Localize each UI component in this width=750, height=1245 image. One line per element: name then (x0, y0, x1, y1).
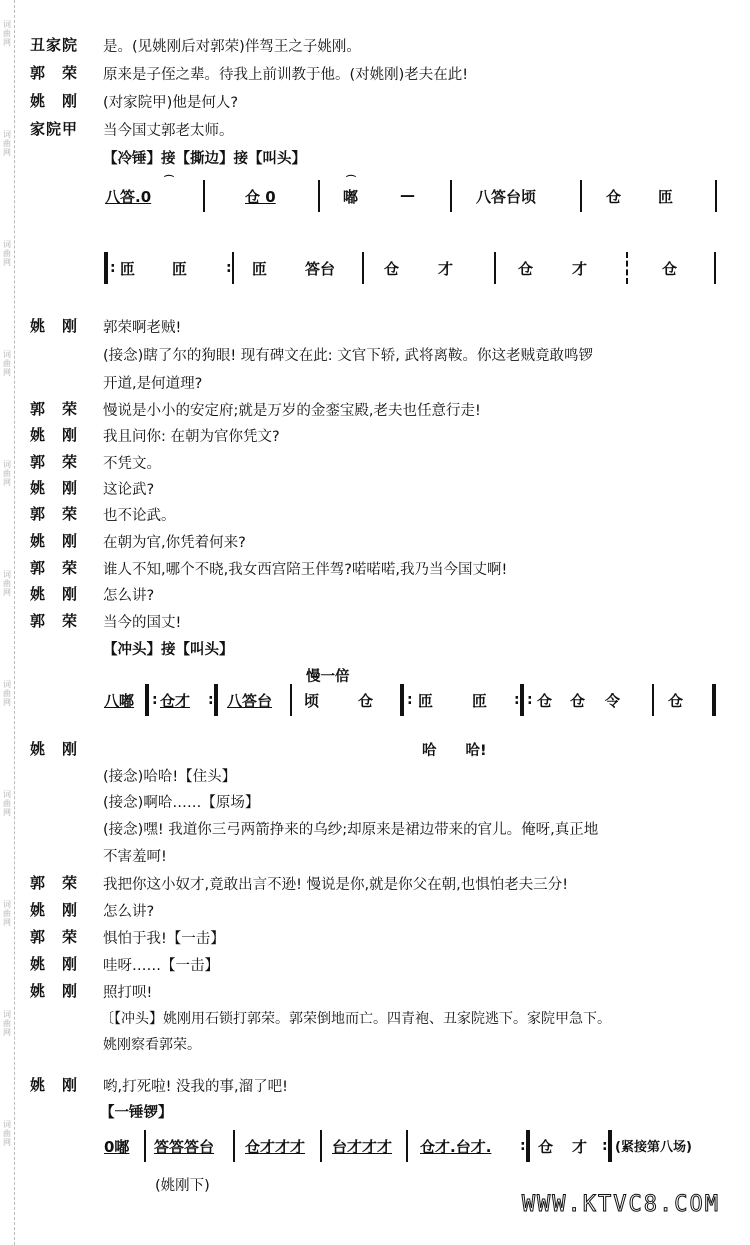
margin-watermark: 词曲网 (3, 240, 11, 267)
margin-watermark: 词曲网 (3, 460, 11, 487)
speech-text: 不凭文。 (103, 456, 161, 472)
repeat-bar (214, 684, 218, 716)
speaker-name: 郭 荣 (30, 874, 79, 892)
bar-line (580, 180, 582, 212)
speech-text: 惧怕于我!【一击】 (103, 931, 225, 947)
bar-line-dashed (626, 252, 628, 284)
repeat-dots: : (527, 692, 533, 708)
notation-syllable: 匝 (252, 260, 268, 278)
notation-syllable: 八嘟 (104, 692, 135, 710)
repeat-bar (712, 684, 716, 716)
margin-watermark: 词曲网 (3, 20, 11, 47)
speech-text: 我且问你: 在朝为官你凭文? (103, 429, 280, 445)
bar-line (362, 252, 364, 284)
speaker-name: 郭 荣 (30, 928, 79, 946)
notation-syllable: 匝 (418, 692, 434, 710)
notation-syllable: 才 (572, 1138, 588, 1156)
speaker-name: 姚 刚 (30, 426, 79, 444)
notation-syllable: 顷 (304, 692, 320, 710)
repeat-dots: : (602, 1138, 608, 1154)
margin-watermark: 词曲网 (3, 130, 11, 157)
repeat-bar (526, 1130, 530, 1162)
section-continuation-note: (紧接第八场) (615, 1140, 692, 1155)
speech-text: (接念)嘿! 我道你三弓两箭挣来的乌纱;却原来是裙边带来的官儿。俺呀,真正地 (103, 822, 599, 838)
bar-line (290, 684, 292, 716)
music-cue: 【一锤锣】 (100, 1105, 173, 1121)
speaker-name: 郭 荣 (30, 400, 79, 418)
notation-syllable: 答台 (305, 260, 336, 278)
speaker-name: 姚 刚 (30, 532, 79, 550)
speaker-name: 姚 刚 (30, 92, 79, 110)
notation-syllable: 台才才才 (332, 1138, 393, 1156)
fermata-mark: ⌒ (164, 176, 174, 187)
bar-line (714, 252, 716, 284)
repeat-dots: : (226, 260, 232, 276)
music-cue: 【冲头】接【叫头】 (103, 642, 234, 658)
notation-syllable: 八答台顷 (476, 188, 537, 206)
speech-text: (接念)哈哈!【住头】 (103, 769, 237, 785)
margin-watermark: 词曲网 (3, 680, 11, 707)
speaker-name: 姚 刚 (30, 1076, 79, 1094)
notation-syllable: 匝 (120, 260, 136, 278)
notation-syllable: 仓 (662, 260, 678, 278)
repeat-dots: : (520, 1138, 526, 1154)
bar-line (144, 1130, 146, 1162)
speech-text: 原来是子侄之辈。待我上前训教于他。(对姚刚)老夫在此! (103, 67, 469, 83)
speaker-name: 姚 刚 (30, 479, 79, 497)
speech-text: 怎么讲? (103, 904, 155, 920)
tempo-mark: 慢一倍 (306, 669, 350, 685)
notation-syllable: 八答.0 (105, 188, 152, 206)
bar-line (203, 180, 205, 212)
speaker-name: 姚 刚 (30, 955, 79, 973)
notation-syllable: 嘟 (343, 188, 359, 206)
speech-text: 谁人不知,哪个不晓,我女西宫陪王伴驾?喏喏喏,我乃当今国丈啊! (103, 562, 508, 578)
speech-text: 这论武? (103, 482, 155, 498)
bar-line (232, 252, 234, 284)
speech-text: (接念)啊哈……【原场】 (103, 795, 260, 811)
speech-text: (对家院甲)他是何人? (103, 95, 239, 111)
speech-text: 郭荣啊老贼! (103, 320, 182, 336)
repeat-dots: : (407, 692, 413, 708)
speech-text: (接念)瞎了尔的狗眼! 现有碑文在此: 文官下轿, 武将离鞍。你这老贼竟敢鸣锣 (103, 348, 593, 364)
notation-syllable: 仓 0 (245, 188, 276, 206)
notation-syllable: 匝 (172, 260, 188, 278)
notation-syllable: 仓 (570, 692, 586, 710)
margin-watermark: 词曲网 (3, 1010, 11, 1037)
speech-text: 哟,打死啦! 没我的事,溜了吧! (103, 1079, 288, 1095)
notation-syllable: 仓 (384, 260, 400, 278)
site-watermark: WWW.KTVC8.COM (521, 1192, 720, 1217)
fermata-mark: ⌒ (346, 176, 356, 187)
speech-text: 不害羞呵! (103, 849, 167, 865)
repeat-dots: : (110, 260, 116, 276)
percussion-notation-row (100, 684, 720, 718)
speech-text: 照打呗! (103, 985, 153, 1001)
speaker-name: 姚 刚 (30, 317, 79, 335)
bar-line (320, 1130, 322, 1162)
notation-syllable: — (400, 186, 415, 204)
bar-line (233, 1130, 235, 1162)
speech-text: 哈 哈! (422, 743, 487, 759)
speaker-name: 郭 荣 (30, 505, 79, 523)
notation-syllable: 仓 (668, 692, 684, 710)
speech-text: 开道,是何道理? (103, 376, 203, 392)
bar-line (652, 684, 654, 716)
notation-syllable: 仓 (518, 260, 534, 278)
bar-line (450, 180, 452, 212)
notation-syllable: 匝 (472, 692, 488, 710)
repeat-dots: : (152, 692, 158, 708)
stage-direction: 姚刚察看郭荣。 (103, 1037, 201, 1053)
notation-syllable: 0嘟 (104, 1138, 130, 1156)
margin-watermark: 词曲网 (3, 900, 11, 927)
speech-text: 慢说是小小的安定府;就是万岁的金銮宝殿,老夫也任意行走! (103, 403, 481, 419)
bar-line (318, 180, 320, 212)
speaker-name: 姚 刚 (30, 982, 79, 1000)
speech-text: 我把你这小奴才,竟敢出言不逊! 慢说是你,就是你父在朝,也惧怕老夫三分! (103, 877, 569, 893)
margin-strip (0, 0, 15, 1245)
notation-syllable: 令 (605, 692, 621, 710)
notation-syllable: 才 (438, 260, 454, 278)
notation-syllable: 匝 (658, 188, 674, 206)
percussion-notation-row (100, 1130, 720, 1164)
speech-text: 也不论武。 (103, 508, 176, 524)
notation-syllable: 仓才.台才. (420, 1138, 492, 1156)
notation-syllable: 答答答台 (154, 1138, 215, 1156)
margin-watermark: 词曲网 (3, 1120, 11, 1147)
stage-direction: 〔【冲头】姚刚用石锁打郭荣。郭荣倒地而亡。四青袍、丑家院逃下。家院甲急下。 (100, 1011, 611, 1027)
repeat-bar (520, 684, 524, 716)
speech-text: 当今国丈郭老太师。 (103, 123, 234, 139)
margin-watermark: 词曲网 (3, 350, 11, 377)
speech-text: 是。(见姚刚后对郭荣)伴驾王之子姚刚。 (103, 39, 361, 55)
margin-watermark: 词曲网 (3, 570, 11, 597)
speech-text: 当今的国丈! (103, 615, 182, 631)
percussion-notation-row (100, 252, 720, 286)
repeat-dots: : (208, 692, 214, 708)
speaker-name: 家院甲 (30, 120, 79, 138)
notation-syllable: 仓 (358, 692, 374, 710)
speaker-name: 姚 刚 (30, 901, 79, 919)
exit-note: (姚刚下) (155, 1178, 210, 1194)
speech-text: 在朝为官,你凭着何来? (103, 535, 246, 551)
speaker-name: 丑家院 (30, 36, 79, 54)
speech-text: 怎么讲? (103, 588, 155, 604)
speaker-name: 郭 荣 (30, 612, 79, 630)
speaker-name: 姚 刚 (30, 585, 79, 603)
repeat-bar (400, 684, 404, 716)
percussion-notation-row (100, 176, 720, 214)
margin-watermark: 词曲网 (3, 790, 11, 817)
speaker-name: 姚 刚 (30, 740, 79, 758)
notation-syllable: 仓 (538, 1138, 554, 1156)
notation-syllable: 仓 (606, 188, 622, 206)
notation-syllable: 才 (572, 260, 588, 278)
notation-syllable: 八答台 (227, 692, 273, 710)
music-cue: 【冷锤】接【撕边】接【叫头】 (103, 151, 306, 167)
speaker-name: 郭 荣 (30, 559, 79, 577)
bar-line (715, 180, 717, 212)
notation-syllable: 仓 (537, 692, 553, 710)
bar-line (406, 1130, 408, 1162)
repeat-bar (104, 252, 108, 284)
speech-text: 哇呀……【一击】 (103, 958, 219, 974)
repeat-bar (608, 1130, 612, 1162)
repeat-bar (145, 684, 149, 716)
speaker-name: 郭 荣 (30, 64, 79, 82)
notation-syllable: 仓才才才 (245, 1138, 306, 1156)
notation-syllable: 仓才 (160, 692, 191, 710)
repeat-dots: : (514, 692, 520, 708)
bar-line (494, 252, 496, 284)
speaker-name: 郭 荣 (30, 453, 79, 471)
